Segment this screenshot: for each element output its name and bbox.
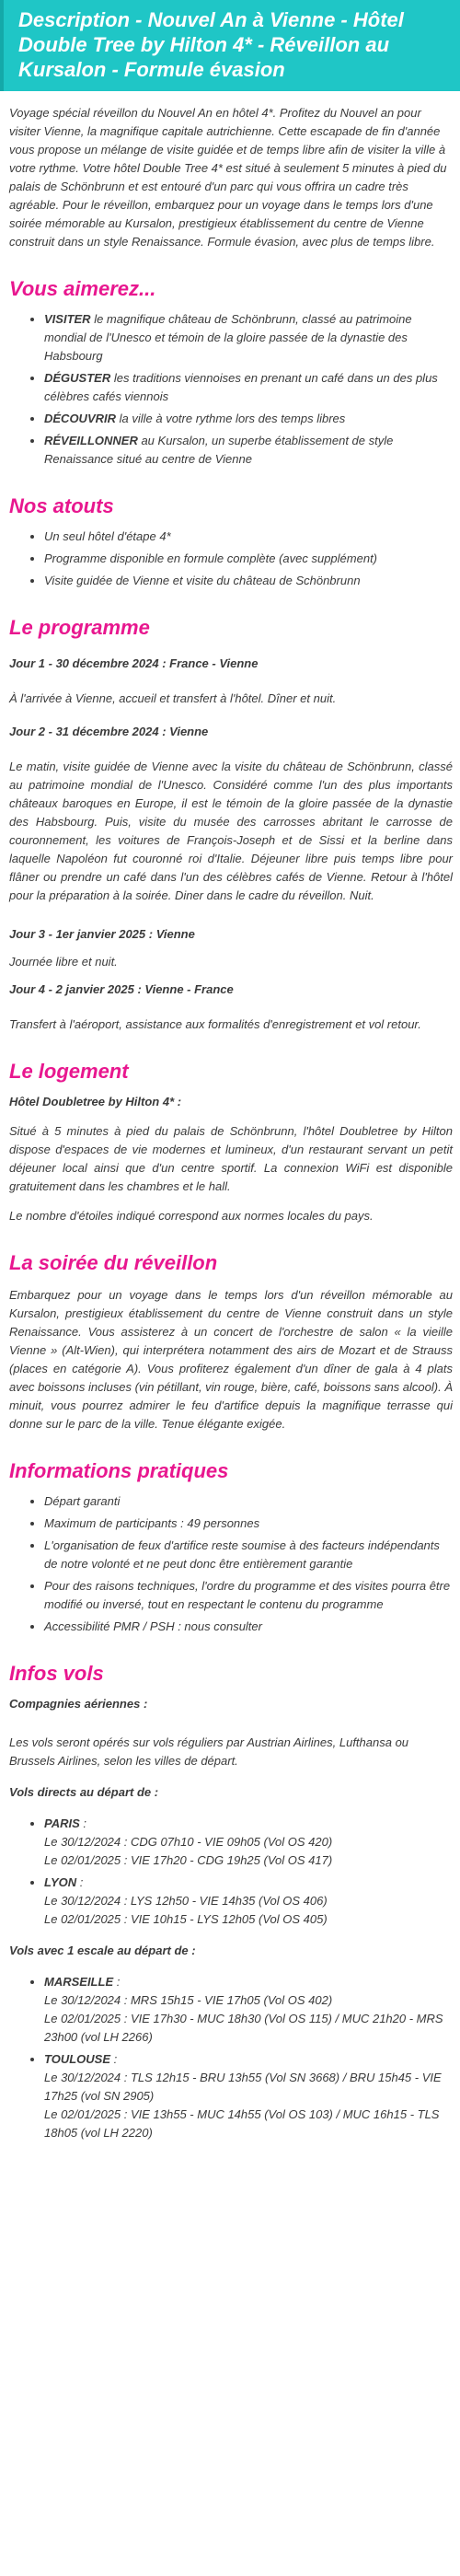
flight-line: Le 30/12/2024 : CDG 07h10 - VIE 09h05 (Vol OS 420) [44, 1835, 333, 1849]
list-item: • LYON : Le 30/12/2024 : LYS 12h50 - VIE 14h35 (Vol OS 406) Le 02/01/2025 : VIE 10h15 - LYS 12h05 (Vol OS 405) [44, 1874, 453, 1929]
programme-day [9, 723, 453, 905]
day-title: Jour 4 - 2 janvier 2025 : Vienne - France [9, 982, 234, 996]
list-item: • RÉVEILLONNER au Kursalon, un superbe établissement de style Renaissance situé au centre de Vienne [44, 432, 453, 469]
infos-list [9, 1492, 453, 1636]
list-item: • DÉCOUVRIR la ville à votre rythme lors des temps libres [44, 410, 453, 428]
flight-city: TOULOUSE [44, 2052, 110, 2066]
list-item: • Accessibilité PMR / PSH : nous consulter [44, 1618, 453, 1636]
day-body: À l'arrivée à Vienne, accueil et transfert à l'hôtel. Dîner et nuit. [9, 691, 337, 705]
list-item: • PARIS : Le 30/12/2024 : CDG 07h10 - VIE 09h05 (Vol OS 420) Le 02/01/2025 : VIE 17h20 - CDG 19h25 (Vol OS 417) [44, 1815, 453, 1870]
section-heading-infos: Informations pratiques [9, 1459, 229, 1482]
section-heading-programme: Le programme [9, 616, 150, 639]
soiree-text: Embarquez pour un voyage dans le temps lors d'un réveillon mémorable au Kursalon, prestigieux établissement du centre de Vienne construit dans un style Renaissance. Vous assisterez à un concert de l'orchestre de salon « la vieille Vienne » (Alt-Wien), qui interprétera notamment des airs de Mozart et de Strauss (places en catégorie A). Vous profiterez également d'un dîner de gala à 4 plats avec boissons incluses (vin pétillant, vin rouge, bière, café, boissons sans alcool). À minuit, vous pourrez admirer le feu d'artifice depuis la magnifique terrasse qui donne sur le parc de la ville. Tenue élégante exigée. [9, 1288, 453, 1431]
flight-line: Le 30/12/2024 : MRS 15h15 - VIE 17h05 (Vol OS 402) [44, 1993, 333, 2007]
section-heading-atouts: Nos atouts [9, 494, 114, 517]
list-item: • Départ garanti [44, 1492, 453, 1511]
stars-note: Le nombre d'étoiles indiqué correspond aux normes locales du pays. [9, 1209, 374, 1223]
programme-day [9, 981, 453, 1034]
list-item: • DÉGUSTER les traditions viennoises en prenant un café dans un des plus célèbres cafés viennois [44, 369, 453, 406]
programme-day [9, 925, 453, 971]
content [0, 104, 460, 2142]
section-heading-vols: Infos vols [9, 1662, 104, 1685]
day-title: Jour 2 - 31 décembre 2024 : Vienne [9, 725, 209, 738]
day-body: Journée libre et nuit. [9, 955, 118, 969]
direct-flights-title: Vols directs au départ de : [9, 1785, 159, 1799]
section-heading-soiree: La soirée du réveillon [9, 1251, 218, 1274]
atouts-list [9, 528, 453, 590]
companies-title: Compagnies aériennes : [9, 1697, 148, 1711]
list-item: • VISITER le magnifique château de Schönbrunn, classé au patrimoine mondial de l'Unesco et témoin de la gloire passée de la dynastie des Habsbourg [44, 310, 453, 366]
list-item: • Maximum de participants : 49 personnes [44, 1514, 453, 1533]
list-item: • L'organisation de feux d'artifice reste soumise à des facteurs indépendants de notre volonté et ne peut donc être entièrement garantie [44, 1537, 453, 1573]
list-item: • Un seul hôtel d'étape 4* [44, 528, 453, 546]
companies-text: Les vols seront opérés sur vols réguliers par Austrian Airlines, Lufthansa ou Brussels Airlines, selon les villes de départ. [9, 1735, 409, 1768]
flight-line: Le 30/12/2024 : TLS 12h15 - BRU 13h55 (Vol SN 3668) / BRU 15h45 - VIE 17h25 (vol SN 2905) [44, 2071, 442, 2103]
page-title: Description - Nouvel An à Vienne - Hôtel Double Tree by Hilton 4* - Réveillon au Kursalon - Formule évasion [0, 0, 460, 91]
day-title: Jour 3 - 1er janvier 2025 : Vienne [9, 927, 195, 941]
hotel-name: Hôtel Doubletree by Hilton 4* : [9, 1095, 182, 1108]
escale-flights-list [9, 1973, 453, 2142]
list-item: • Pour des raisons techniques, l'ordre du programme et des visites pourra être modifié ou inversé, tout en respectant le contenu du programme [44, 1577, 453, 1614]
section-heading-aimerez: Vous aimerez... [9, 277, 156, 300]
flight-line: Le 02/01/2025 : VIE 10h15 - LYS 12h05 (Vol OS 405) [44, 1912, 328, 1926]
list-item: • Programme disponible en formule complète (avec supplément) [44, 550, 453, 568]
day-body: Le matin, visite guidée de Vienne avec la visite du château de Schönbrunn, classé au patrimoine mondial de l'Unesco. Considéré comme l'un des plus importants châteaux baroques en Europe, il est le témoin de la gloire passée de la dynastie des Habsbourg. Puis, visite du musée des carrosses abritant le carrosse de couronnement, les voitures de François-Joseph et de Sissi et la berline dans laquelle Napoléon fut couronné roi d'Italie. Déjeuner libre puis temps libre pour flâner ou prendre un café dans l'un des célèbres cafés de Vienne. Retour à l'hôtel pour la préparation à la soirée. Diner dans le cadre du réveillon. Nuit. [9, 760, 453, 902]
flight-city: LYON [44, 1875, 77, 1889]
aimerez-list [9, 310, 453, 469]
hotel-description: Situé à 5 minutes à pied du palais de Schönbrunn, l'hôtel Doubletree by Hilton dispose d'espaces de vie modernes et lumineux, d'un restaurant servant un petit déjeuner local ainsi que d'un centre sportif. La connexion WiFi est disponible gratuitement dans les chambres et le hall. [9, 1124, 453, 1193]
list-item: • TOULOUSE : Le 30/12/2024 : TLS 12h15 - BRU 13h55 (Vol SN 3668) / BRU 15h45 - VIE 17h25 (vol SN 2905) Le 02/01/2025 : VIE 13h55 - MUC 14h55 (Vol OS 103) / MUC 16h15 - TLS 18h05 (vol LH 2220) [44, 2050, 453, 2142]
flight-line: Le 02/01/2025 : VIE 17h20 - CDG 19h25 (Vol OS 417) [44, 1853, 333, 1867]
escale-flights-title: Vols avec 1 escale au départ de : [9, 1944, 196, 1957]
flight-line: Le 02/01/2025 : VIE 17h30 - MUC 18h30 (Vol OS 115) / MUC 21h20 - MRS 23h00 (vol LH 2266) [44, 2012, 443, 2044]
day-body: Transfert à l'aéroport, assistance aux formalités d'enregistrement et vol retour. [9, 1017, 421, 1031]
intro-text: Voyage spécial réveillon du Nouvel An en hôtel 4*. Profitez du Nouvel an pour visiter Vienne, la magnifique capitale autrichienne. Cette escapade de fin d'année vous propose un mélange de visite guidée et de temps libre afin de visiter la ville à votre rythme. Votre hôtel Double Tree 4* est situé à seulement 5 minutes à pied du palais de Schönbrunn et est entouré d'un parc qui vous offrira un cadre très agréable. Pour le réveillon, embarquez pour un voyage dans le temps lors d'une soirée mémorable au Kursalon, prestigieux établissement du centre de Vienne construit dans un style Renaissance. Formule évasion, avec plus de temps libre. [9, 106, 447, 249]
flight-city: MARSEILLE [44, 1975, 114, 1989]
list-item: • MARSEILLE : Le 30/12/2024 : MRS 15h15 - VIE 17h05 (Vol OS 402) Le 02/01/2025 : VIE 17h30 - MUC 18h30 (Vol OS 115) / MUC 21h20 - MRS 23h00 (vol LH 2266) [44, 1973, 453, 2047]
flight-line: Le 02/01/2025 : VIE 13h55 - MUC 14h55 (Vol OS 103) / MUC 16h15 - TLS 18h05 (vol LH 2220) [44, 2107, 440, 2140]
section-heading-logement: Le logement [9, 1060, 129, 1083]
flight-city: PARIS [44, 1816, 80, 1830]
direct-flights-list [9, 1815, 453, 1929]
day-title: Jour 1 - 30 décembre 2024 : France - Vienne [9, 656, 259, 670]
list-item: • Visite guidée de Vienne et visite du château de Schönbrunn [44, 572, 453, 590]
programme-day [9, 655, 453, 708]
flight-line: Le 30/12/2024 : LYS 12h50 - VIE 14h35 (Vol OS 406) [44, 1894, 328, 1908]
